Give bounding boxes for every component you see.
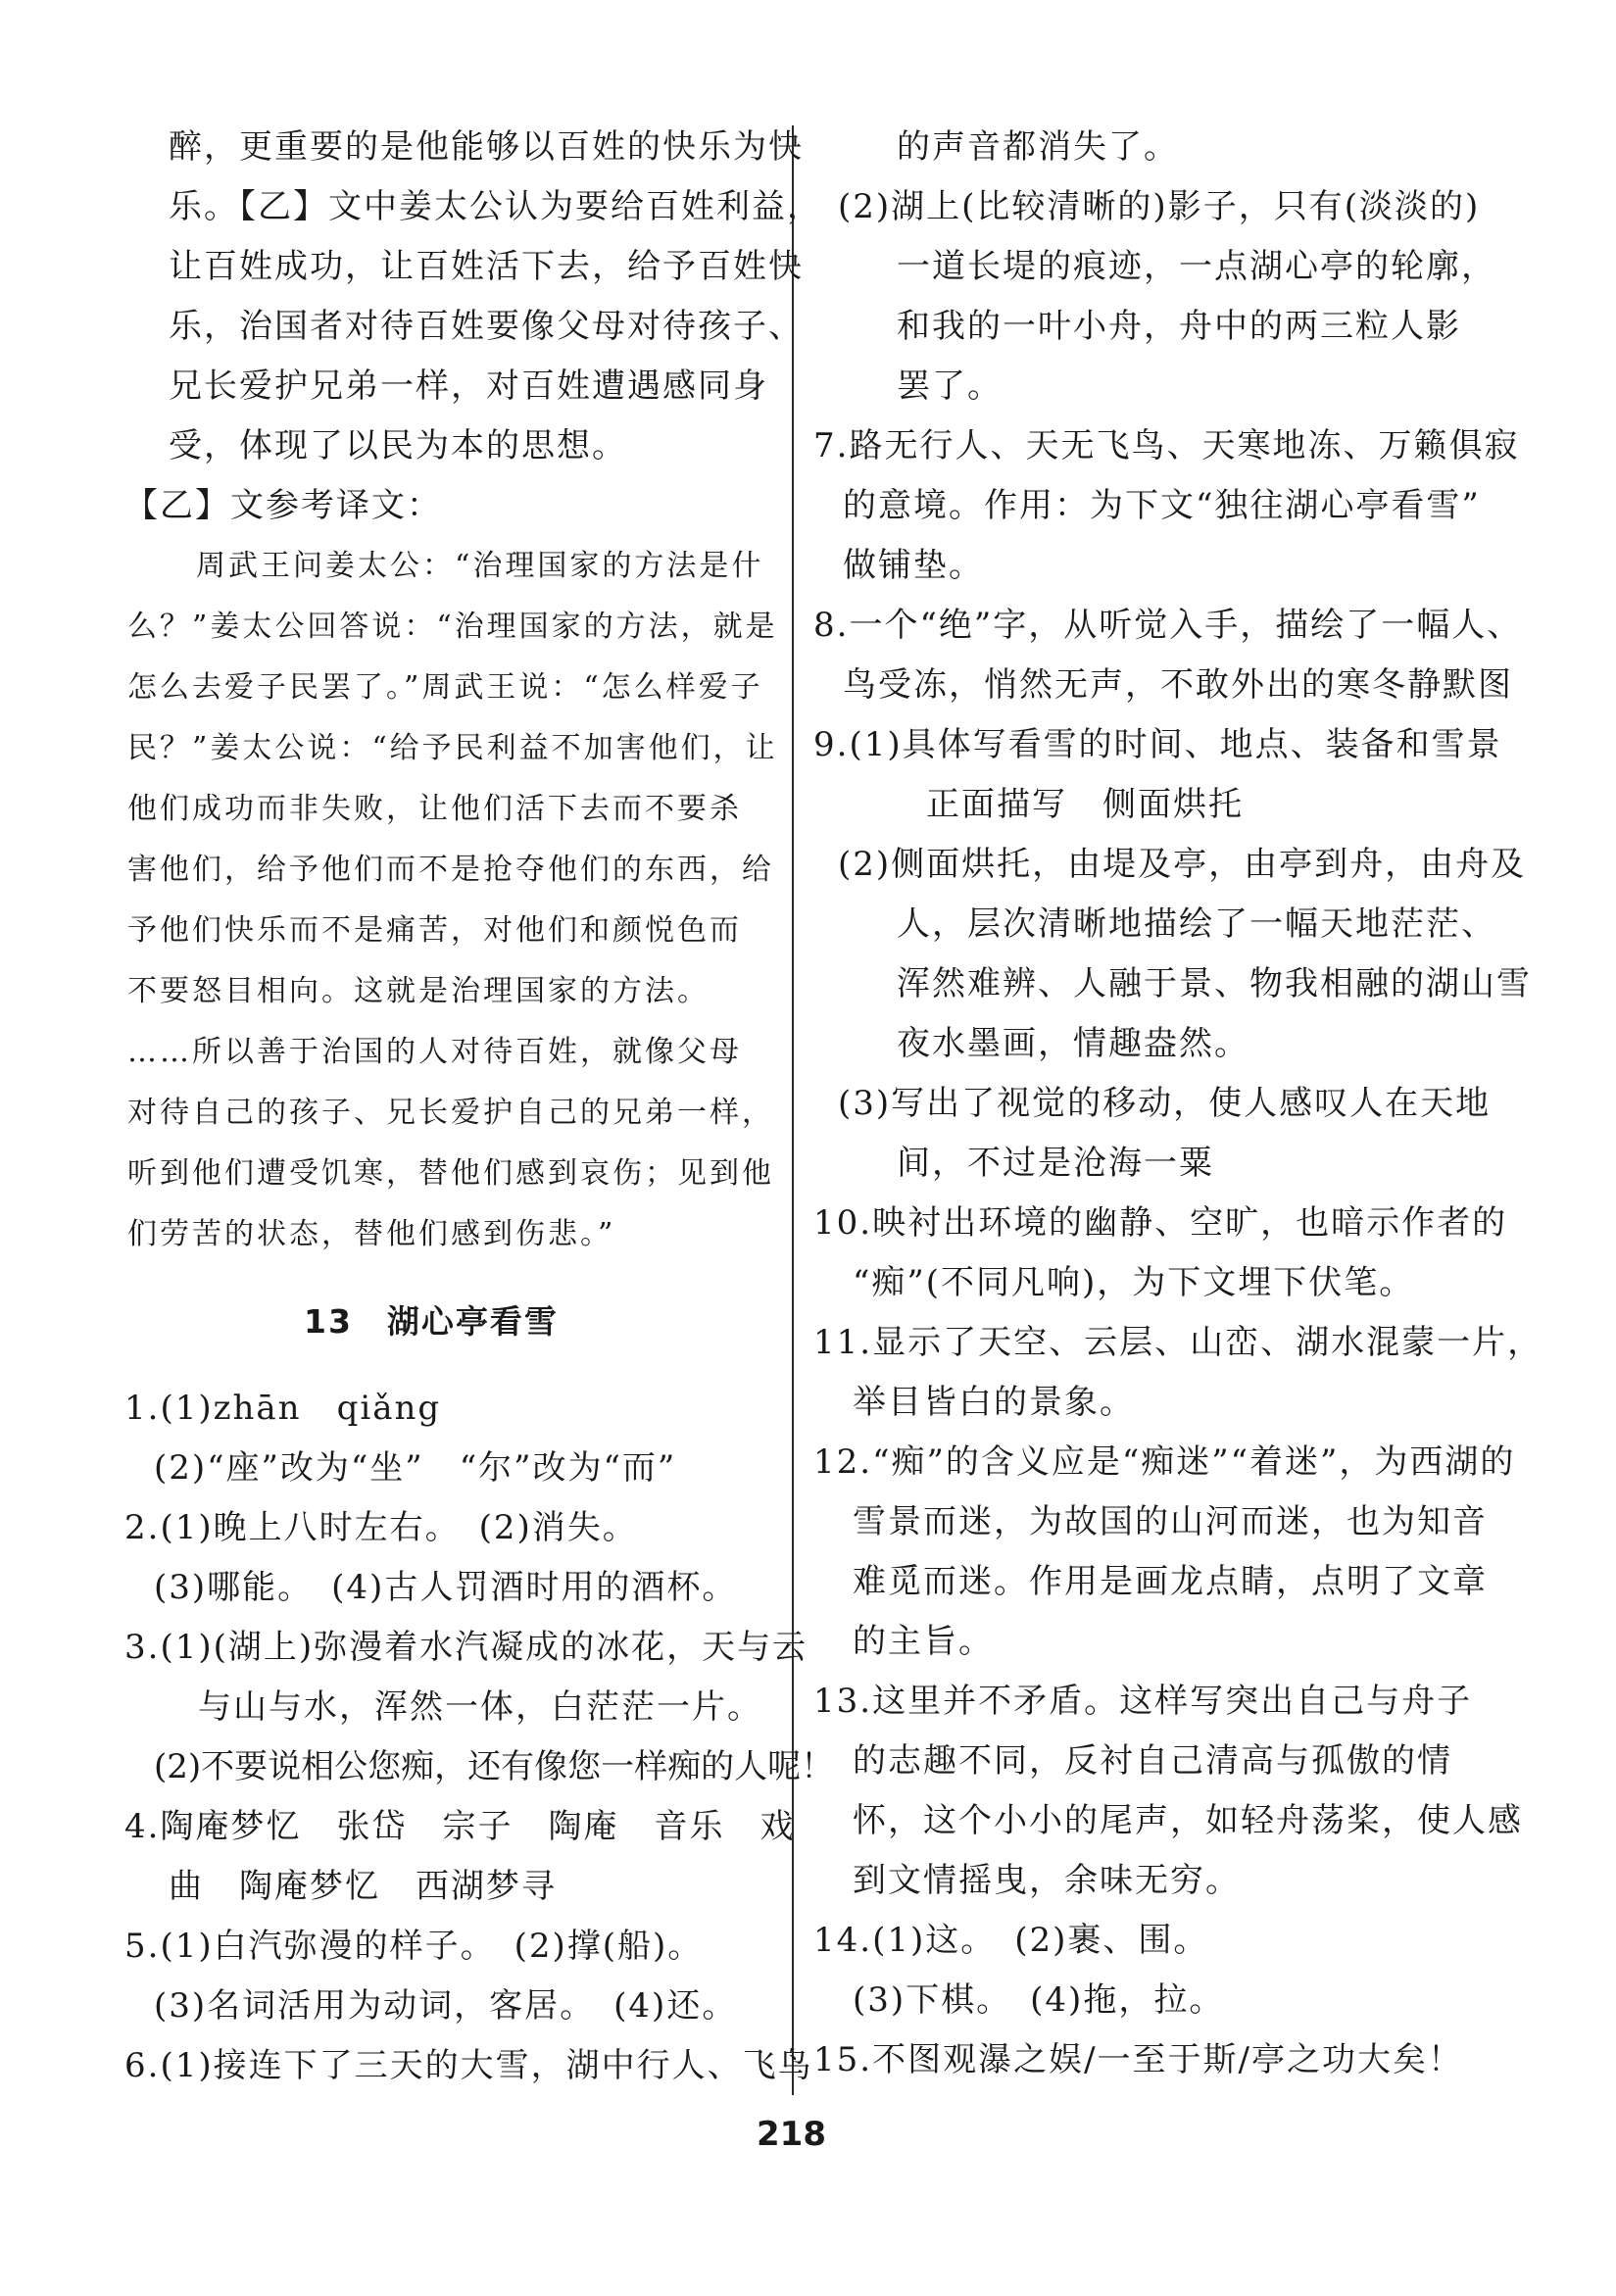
answer-line: 与山与水，浑然一体，白茫茫一片。 [198,1687,762,1727]
answer-line: 的志趣不同，反衬自己清高与孤傲的情 [853,1741,1452,1781]
answer-line: (2)侧面烘托，由堤及亭，由亭到舟，由舟及 [838,845,1527,884]
answer-line: 8.一个“绝”字，从听觉入手，描绘了一幅人、 [813,606,1523,645]
translation-line: 怎么去爱子民罢了。”周武王说：“怎么样爱子 [127,670,763,705]
translation-line: 听到他们遭受饥寒，替他们感到哀伤；见到他 [127,1156,774,1191]
answer-line: 的意境。作用：为下文“独往湖心亭看雪” [843,486,1481,525]
answer-line: 9.(1)具体写看雪的时间、地点、装备和雪景 [813,725,1502,764]
section-label: 【乙】文参考译文： [124,486,442,525]
answer-line: (2)湖上(比较清晰的)影子，只有(淡淡的) [838,187,1481,226]
answer-line: 怀，这个小小的尾声，如轻舟荡桨，使人感 [853,1801,1523,1840]
translation-line: 周武王问姜太公：“治理国家的方法是什 [196,549,764,583]
answer-line: 一道长堤的痕迹，一点湖心亭的轮廓， [897,247,1496,286]
page-number: 218 [757,2115,826,2154]
answer-line: 15.不图观瀑之娱/一至于斯/亭之功大矣！ [813,2040,1463,2079]
answer-line: 曲 陶庵梦忆 西湖梦寻 [169,1867,557,1906]
answer-line: (2)不要说相公您痴，还有像您一样痴的人呢！ [154,1747,835,1786]
answer-line: 间，不过是沧海一粟 [897,1144,1214,1183]
column-divider [792,125,794,2095]
translation-line: 们劳苦的状态，替他们感到伤悲。” [127,1217,616,1251]
answer-line: (2)“座”改为“坐” “尔”改为“而” [154,1448,677,1488]
text-line: 醉，更重要的是他能够以百姓的快乐为快 [169,127,804,167]
answer-line: 雪景而迷，为故国的山河而迷，也为知音 [853,1502,1488,1541]
text-line: 乐，治国者对待百姓要像父母对待孩子、 [169,307,804,346]
translation-line: 对待自己的孩子、兄长爱护自己的兄弟一样， [127,1096,774,1130]
answer-line: 11.显示了天空、云层、山峦、湖水混蒙一片， [813,1323,1543,1362]
translation-line: 民？”姜太公说：“给予民利益不加害他们，让 [127,731,778,765]
answer-line: 1.(1)zhān qiǎng [124,1389,442,1428]
answer-line: 人，层次清晰地描绘了一幅天地茫茫、 [897,904,1496,944]
translation-line: 害他们，给予他们而不是抢夺他们的东西，给 [127,853,774,887]
translation-line: 不要怒目相向。这就是治理国家的方法。 [127,974,710,1008]
answer-line: 鸟受冻，悄然无声，不敢外出的寒冬静默图 [843,665,1513,705]
answer-line: “痴”(不同凡响)，为下文埋下伏笔。 [853,1263,1415,1302]
answer-line: 3.(1)(湖上)弥漫着水汽凝成的冰花，天与云 [124,1628,808,1667]
answer-line: 正面描写 侧面烘托 [926,785,1244,824]
answer-line: 做铺垫。 [843,546,984,585]
answer-line: 浑然难辨、人融于景、物我相融的湖山雪 [897,964,1532,1003]
answer-line: 13.这里并不矛盾。这样写突出自己与舟子 [813,1682,1473,1721]
answer-line: 罢了。 [897,366,1003,406]
answer-line: 难觅而迷。作用是画龙点睛，点明了文章 [853,1562,1488,1601]
answer-line: (3)写出了视觉的移动，使人感叹人在天地 [838,1084,1492,1123]
answer-line: 5.(1)白汽弥漫的样子。 (2)撑(船)。 [124,1927,704,1966]
answer-line: 12.“痴”的含义应是“痴迷”“着迷”，为西湖的 [813,1442,1516,1482]
text-line: 让百姓成功，让百姓活下去，给予百姓快 [169,247,804,286]
section-title: 13 湖心亭看雪 [304,1302,559,1341]
answer-line: 10.映衬出环境的幽静、空旷，也暗示作者的 [813,1203,1508,1243]
answer-line: 14.(1)这。 (2)裹、围。 [813,1921,1209,1960]
answer-line: 7.路无行人、天无飞鸟、天寒地冻、万籁俱寂 [813,426,1520,465]
answer-line: 的主旨。 [853,1622,994,1661]
answer-line: 到文情摇曳，余味无穷。 [853,1861,1241,1900]
translation-line: 予他们快乐而不是痛苦，对他们和颜悦色而 [127,913,742,948]
text-line: 兄长爱护兄弟一样，对百姓遭遇感同身 [169,366,768,406]
answer-line: (3)哪能。 (4)古人罚酒时用的酒杯。 [154,1568,738,1607]
translation-line: ……所以善于治国的人对待百姓，就像父母 [127,1035,742,1069]
translation-line: 他们成功而非失败，让他们活下去而不要杀 [127,792,742,826]
text-line: 受，体现了以民为本的思想。 [169,426,627,465]
answer-line: 6.(1)接连下了三天的大雪，湖中行人、飞鸟 [124,2046,813,2085]
answer-line: 4.陶庵梦忆 张岱 宗子 陶庵 音乐 戏 [124,1807,796,1846]
answer-line: 的声音都消失了。 [897,127,1179,167]
translation-line: 么？”姜太公回答说：“治理国家的方法，就是 [127,610,778,644]
answer-line: 和我的一叶小舟，舟中的两三粒人影 [897,307,1461,346]
answer-line: 举目皆白的景象。 [853,1383,1135,1422]
answer-line: (3)下棋。 (4)拖，拉。 [853,1980,1225,2020]
answer-line: 夜水墨画，情趣盎然。 [897,1024,1249,1063]
text-line: 乐。【乙】文中姜太公认为要给百姓利益， [169,187,822,226]
answer-line: 2.(1)晚上八时左右。 (2)消失。 [124,1508,638,1547]
answer-line: (3)名词活用为动词，客居。 (4)还。 [154,1986,738,2026]
